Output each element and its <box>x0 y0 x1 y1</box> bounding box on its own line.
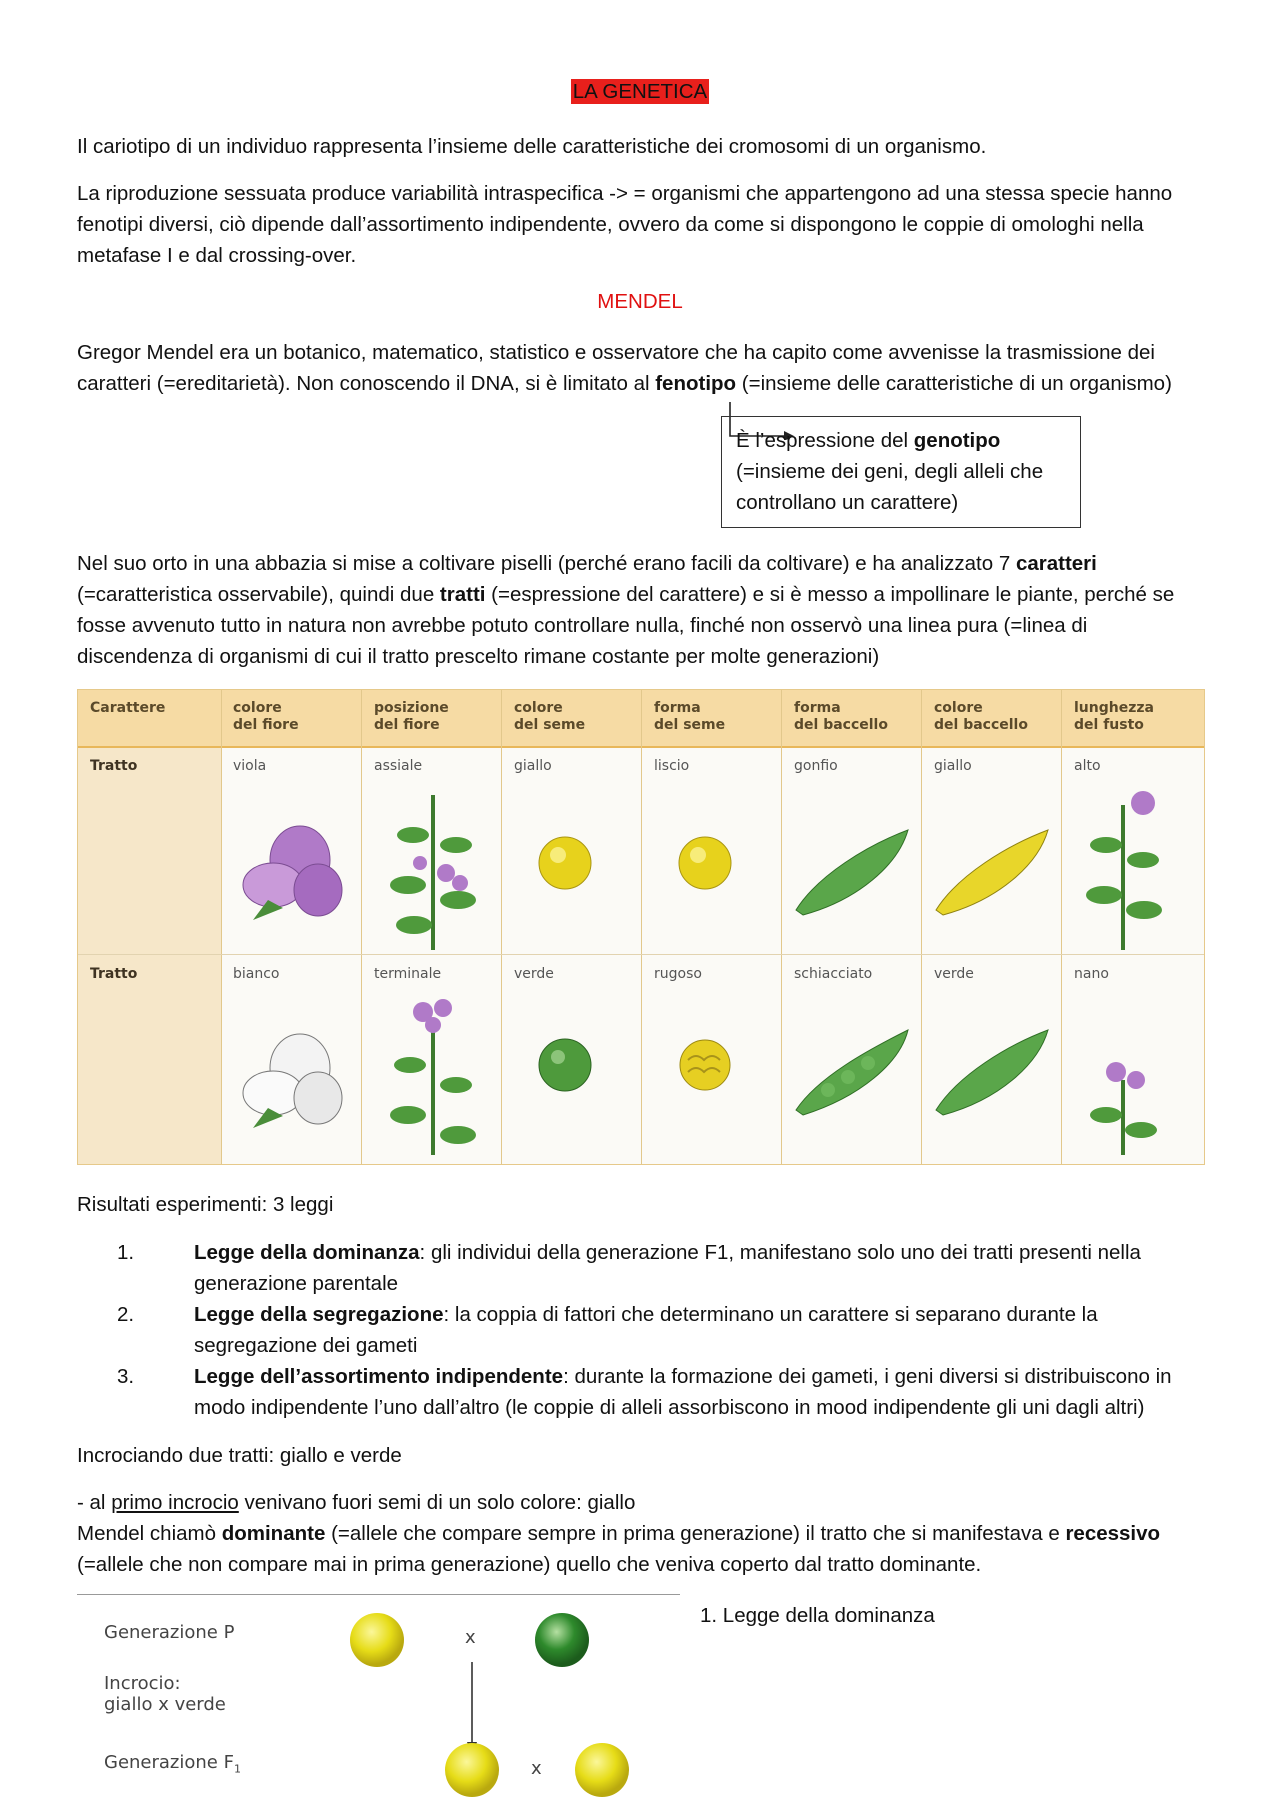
yellow-seed-illustration <box>530 828 600 898</box>
table-header: lunghezza del fusto <box>1074 700 1154 733</box>
trait-cell: liscio <box>654 758 690 774</box>
page-title: LA GENETICA <box>572 80 708 103</box>
col-divider <box>781 690 782 1164</box>
cross-intro: Incrociando due tratti: giallo e verde <box>77 1444 402 1467</box>
green-seed-illustration <box>530 1030 600 1100</box>
genotipo-term: genotipo <box>913 429 1001 452</box>
yellow-pod-illustration <box>928 815 1058 925</box>
trait-cell: rugoso <box>654 966 702 982</box>
results-intro: Risultati esperimenti: 3 leggi <box>77 1193 334 1216</box>
col-divider <box>501 690 502 1164</box>
table-header: colore del fiore <box>233 700 299 733</box>
smooth-seed-illustration <box>670 828 740 898</box>
inflated-pod-illustration <box>788 815 918 925</box>
trait-cell: giallo <box>514 758 552 774</box>
fenotipo-term: fenotipo <box>655 372 737 395</box>
cross-line-2: Mendel chiamò dominante (=allele che compare sempre in prima generazione) il tratto che si manifestava e recessivo (=allele che non compare mai in prima generazione) quello che veniva coperto dal tratto dominante. <box>77 1522 1161 1576</box>
trait-cell: verde <box>934 966 974 982</box>
mendel-paragraph-1: Gregor Mendel era un botanico, matematico, statistico e osservatore che ha capito come avvenisse la trasmissione dei caratteri (=ereditarietà). Non conoscendo il DNA, si è limitato al fenotipo (=insieme delle caratteristiche di un organismo) <box>77 341 1172 395</box>
table-header: colore del seme <box>514 700 586 733</box>
row-divider <box>78 954 1204 955</box>
table-header: forma del seme <box>654 700 726 733</box>
row-label-2: Tratto <box>90 966 138 982</box>
trait-cell: alto <box>1074 758 1101 774</box>
dwarf-plant-illustration <box>1078 1050 1188 1160</box>
purple-flower-illustration <box>228 800 358 940</box>
green-pod-illustration <box>928 1015 1058 1125</box>
constricted-pod-illustration <box>788 1015 918 1125</box>
intro-paragraph-1: Il cariotipo di un individuo rappresenta l’insieme delle caratteristiche dei cromosomi di un organismo. <box>77 135 987 158</box>
col-divider <box>361 690 362 1164</box>
row-label-1: Tratto <box>90 758 138 774</box>
col-divider <box>1061 690 1062 1164</box>
mendel-paragraph-2: Nel suo orto in una abbazia si mise a coltivare piselli (perché erano facili da coltivare) e ha analizzato 7 caratteri (=caratteristica osservabile), quindi due tratti (=espressione del carattere) e si è messo a impollinare le piante, perché se fosse avvenuto tutto in natura non avrebbe potuto controllare nulla, finché non osservò una linea pura (=linea di discendenza di organismi di cui il tratto prescelto rimane costante per molte generazioni) <box>77 552 1175 668</box>
trait-cell: assiale <box>374 758 423 774</box>
trait-cell: nano <box>1074 966 1109 982</box>
yellow-f1-seed <box>572 1740 632 1800</box>
col-divider <box>641 690 642 1164</box>
cross-symbol: x <box>531 1758 542 1779</box>
table-header: posizione del fiore <box>374 700 449 733</box>
table-corner-header: Carattere <box>90 700 166 716</box>
trait-cell: verde <box>514 966 554 982</box>
table-header: forma del baccello <box>794 700 888 733</box>
genotipo-callout-box: È l’espressione del genotipo (=insieme dei geni, degli alleli che controllano un carattere) <box>721 416 1081 528</box>
white-flower-illustration <box>228 1008 358 1148</box>
trait-cell: bianco <box>233 966 280 982</box>
mendel-heading: MENDEL <box>597 290 683 313</box>
cross-symbol: x <box>465 1627 476 1648</box>
intro-paragraph-2: La riproduzione sessuata produce variabilità intraspecifica -> = organismi che appartengono ad una stessa specie hanno fenotipi diversi, ciò dipende dall’assortimento indipendente, ovvero da come si dispongono le coppie di omologhi nella metafase I e dal crossing-over. <box>77 182 1173 267</box>
tall-plant-illustration <box>1078 785 1188 955</box>
yellow-parent-seed <box>347 1610 407 1670</box>
title-wrap <box>77 80 1203 104</box>
gen-f1-label: Generazione $F_1$ <box>104 1752 241 1776</box>
wrinkled-seed-illustration <box>670 1030 740 1100</box>
col-divider <box>921 690 922 1164</box>
gen-p-label: Generazione P <box>104 1622 235 1643</box>
cross-label-detail: giallo x verde <box>104 1694 226 1715</box>
dominance-cross-figure <box>77 1594 680 1812</box>
trait-cell: terminale <box>374 966 442 982</box>
cross-label: Incrocio: <box>104 1673 181 1694</box>
axial-flower-plant-illustration <box>378 785 488 955</box>
green-parent-seed <box>532 1610 592 1670</box>
yellow-f1-seed <box>442 1740 502 1800</box>
mendel-traits-table <box>77 689 1205 1165</box>
trait-cell: gonfio <box>794 758 838 774</box>
trait-cell: viola <box>233 758 267 774</box>
figure-caption: 1. Legge della dominanza <box>700 1604 935 1627</box>
terminal-flower-plant-illustration <box>378 990 488 1160</box>
cross-line-1: - al primo incrocio venivano fuori semi di un solo colore: giallo <box>77 1491 636 1514</box>
trait-cell: giallo <box>934 758 972 774</box>
trait-cell: schiacciato <box>794 966 873 982</box>
col-divider <box>221 690 222 1164</box>
table-header: colore del baccello <box>934 700 1028 733</box>
